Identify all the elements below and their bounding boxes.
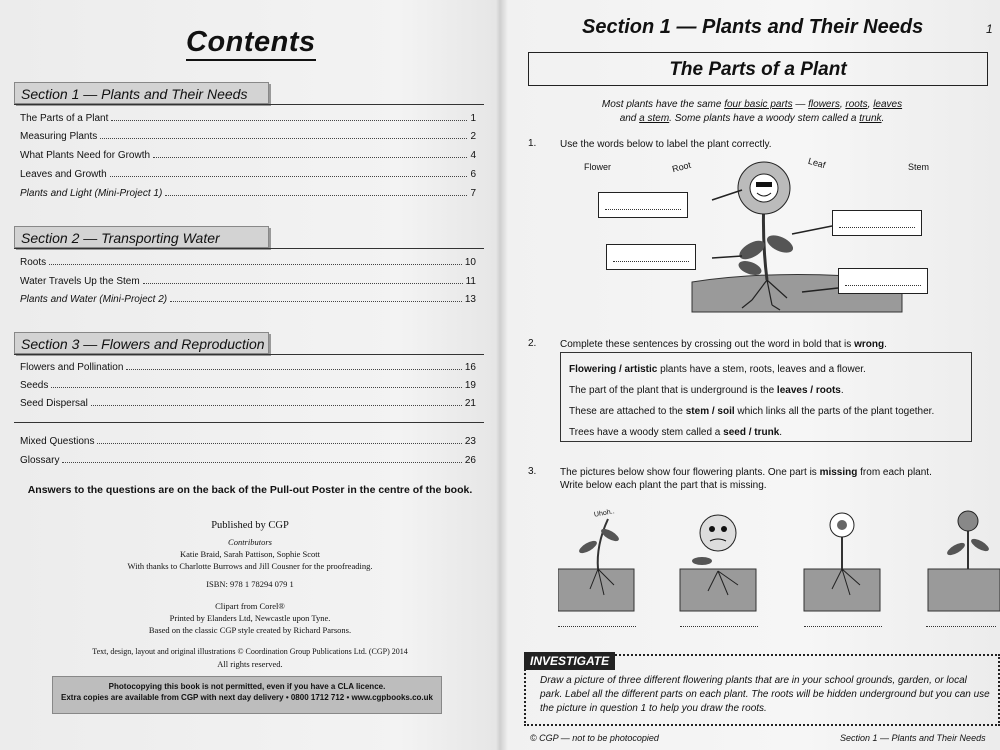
leader-dots [100, 138, 467, 139]
toc-page: 10 [464, 257, 476, 268]
intro-underline: four basic parts [724, 99, 793, 110]
investigate-tag: INVESTIGATE [524, 652, 615, 670]
toc-label: Roots [20, 257, 47, 268]
photocopy-line-2: Extra copies are available from CGP with next day delivery • 0800 1712 712 • www.cgpbooks.co.uk [61, 693, 433, 702]
toc-row [20, 166, 476, 180]
q3-text-bold: missing [819, 467, 858, 478]
sentence-rest: plants have a stem, roots, leaves and a flower. [657, 364, 866, 375]
sentence-prefix: Trees have a woody stem called a [569, 427, 724, 438]
sentence-2 [569, 380, 963, 401]
leader-dots [170, 301, 462, 302]
question-3-number: 3. [528, 466, 537, 477]
bold-choice[interactable]: leaves / roots [776, 385, 841, 396]
plant-diagram [602, 160, 962, 320]
toc-row [20, 147, 476, 161]
printed: Printed by Elanders Ltd, Newcastle upon Tyne. [169, 613, 331, 623]
answer-line-3[interactable] [804, 626, 882, 627]
toc-page: 23 [464, 436, 476, 447]
toc-page: 26 [464, 455, 476, 466]
toc-row [20, 359, 476, 373]
bold-choice[interactable]: seed / trunk [723, 427, 780, 438]
leader-dots [143, 283, 463, 284]
toc-row [20, 291, 476, 305]
worksheet-page [502, 0, 1000, 750]
leader-dots [126, 369, 461, 370]
intro-underline: flowers [808, 99, 840, 110]
toc-label: Seeds [20, 380, 49, 391]
toc-row [20, 185, 476, 199]
leader-dots [153, 157, 467, 158]
page-number: 1 [986, 22, 993, 36]
toc-page: 19 [464, 380, 476, 391]
sentence-rest: which links all the parts of the plant together. [734, 406, 935, 417]
toc-label: Leaves and Growth [20, 169, 107, 180]
toc-page: 6 [470, 169, 476, 180]
photocopy-notice [52, 676, 442, 714]
section-2-heading: Section 2 — Transporting Water [14, 226, 269, 248]
isbn: ISBN: 978 1 78294 079 1 [206, 579, 294, 589]
footer-left: © CGP — not to be photocopied [530, 733, 659, 743]
toc-label: Water Travels Up the Stem [20, 276, 140, 287]
contents-title: Contents [186, 26, 316, 58]
toc-label: Glossary [20, 455, 60, 466]
toc-label: Plants and Water (Mini-Project 2) [20, 294, 168, 305]
answer-line-2[interactable] [680, 626, 758, 627]
clipart: Clipart from Corel® [215, 601, 285, 611]
answers-note: Answers to the questions are on the back of the Pull-out Poster in the centre of the book. [27, 484, 473, 496]
answer-line-4[interactable] [926, 626, 996, 627]
sentence-rest: . [840, 385, 844, 396]
toc-page: 11 [465, 276, 476, 287]
sentence-prefix: These are attached to the [569, 406, 686, 417]
toc-label: Mixed Questions [20, 436, 95, 447]
q3-text-a: The pictures below show four flowering plants. One part is [560, 467, 817, 478]
intro-underline: a stem [639, 113, 670, 124]
divider [14, 422, 484, 423]
bold-choice[interactable]: stem / soil [685, 406, 735, 417]
leaf-shape [737, 258, 764, 277]
question-2-number: 2. [528, 338, 537, 349]
q2-text-bold: wrong [854, 339, 885, 350]
investigate-text: Draw a picture of three different flowering plants that are in your school grounds, garden, or local park. Label all the different parts on each plant. The roots will be hidden underground but you can use the picture in question 1 to help you draw the roots. [540, 675, 990, 714]
leader-dots [165, 195, 467, 196]
q3-text-c: from each plant. [860, 467, 932, 478]
four-plants-drawing [558, 505, 1000, 615]
toc-row [20, 254, 476, 268]
divider [14, 248, 484, 249]
question-1-text: Use the words below to label the plant correctly. [560, 139, 772, 150]
q2-text-a: Complete these sentences by crossing out the word in bold that is [560, 339, 852, 350]
toc-page: 7 [470, 188, 476, 199]
leaf-shape [764, 232, 795, 257]
sentence-1 [569, 359, 963, 380]
toc-page: 16 [464, 362, 476, 373]
section-1-heading: Section 1 — Plants and Their Needs [14, 82, 269, 104]
sentence-rest: . [779, 427, 783, 438]
leader-dots [97, 443, 461, 444]
intro-underline: roots [845, 99, 868, 110]
toc-row [20, 433, 476, 447]
divider [14, 354, 484, 355]
q3-text-d: Write below each plant the part that is missing. [560, 480, 767, 491]
sentence-prefix: The part of the plant that is underground is the [569, 385, 777, 396]
based-on: Based on the classic CGP style created by Richard Parsons. [148, 625, 352, 635]
toc-row [20, 452, 476, 466]
contributors: Katie Braid, Sarah Pattison, Sophie Scott [180, 549, 320, 559]
intro-underline: trunk [859, 113, 882, 124]
topic-title: The Parts of a Plant [528, 52, 988, 86]
word-stem: Stem [908, 162, 930, 172]
label-box-1[interactable] [598, 192, 688, 218]
toc-page: 2 [470, 131, 476, 142]
section-3-heading: Section 3 — Flowers and Reproduction [14, 332, 269, 354]
plant-no-leaves [804, 513, 880, 611]
toc-page: 21 [464, 398, 476, 409]
sentence-4 [569, 422, 963, 443]
leader-dots [62, 462, 461, 463]
sunflower-drawing [738, 162, 790, 214]
label-box-4[interactable] [838, 268, 928, 294]
label-box-2[interactable] [606, 244, 696, 270]
toc-label: Flowers and Pollination [20, 362, 124, 373]
leader-dots [110, 176, 468, 177]
toc-label: Seed Dispersal [20, 398, 88, 409]
copyright: Text, design, layout and original illustrations © Coordination Group Publications Ltd. (CGP) 2014 [92, 647, 408, 656]
photocopy-line-1: Photocopying this book is not permitted, even if you have a CLA licence. [108, 682, 386, 691]
word-flower: Flower [584, 162, 612, 172]
toc-row [20, 273, 476, 287]
word-leaf: Leaf [806, 155, 827, 171]
published-by: Published by CGP [211, 520, 289, 531]
toc-page: 1 [470, 113, 476, 124]
toc-label: Measuring Plants [20, 131, 98, 142]
toc-row [20, 110, 476, 124]
leader-dots [91, 405, 462, 406]
intro-underline: leaves [873, 99, 903, 110]
label-box-3[interactable] [832, 210, 922, 236]
answer-line-1[interactable] [558, 626, 636, 627]
thanks: With thanks to Charlotte Burrows and Jill Cousner for the proofreading. [127, 561, 373, 571]
toc-label: The Parts of a Plant [20, 113, 109, 124]
intro-part: — [792, 99, 809, 110]
arrow [712, 256, 742, 258]
section-title: Section 1 — Plants and Their Needs [582, 16, 924, 38]
toc-row [20, 395, 476, 409]
contributors-label: Contributors [228, 537, 272, 547]
footer-right: Section 1 — Plants and Their Needs [840, 733, 986, 743]
plant-no-stem [680, 515, 756, 611]
intro-part: . Some plants have a woody stem called a [669, 113, 857, 124]
question-2-text: Complete these sentences by crossing out the word in bold that is wrong. [560, 339, 887, 350]
toc-page: 13 [464, 294, 476, 305]
bold-choice[interactable]: Flowering / artistic [569, 364, 658, 375]
question-1-number: 1. [528, 138, 537, 149]
divider [14, 104, 484, 105]
toc-row [20, 377, 476, 391]
arrow [792, 226, 832, 234]
toc-row [20, 128, 476, 142]
uhoh-caption: Uhoh.. [593, 508, 616, 519]
plant-no-roots [928, 511, 1000, 611]
plant-no-flower [558, 519, 634, 611]
sentence-3 [569, 401, 963, 422]
arrow [712, 190, 742, 200]
leader-dots [111, 120, 467, 121]
intro-part: and [619, 113, 637, 124]
toc-page: 4 [470, 150, 476, 161]
toc-label: Plants and Light (Mini-Project 1) [20, 188, 163, 199]
leader-dots [51, 387, 462, 388]
toc-label: What Plants Need for Growth [20, 150, 151, 161]
leader-dots [49, 264, 462, 265]
rights: All rights reserved. [217, 659, 283, 669]
intro-part: Most plants have the same [601, 99, 722, 110]
intro-text: Most plants have the same four basic parts — flowers, roots, leaves and a stem. Some plants have a woody stem called a trunk. [601, 99, 903, 124]
sentences-box [560, 352, 972, 442]
question-3-text [560, 466, 980, 492]
word-root: Root [671, 159, 692, 175]
